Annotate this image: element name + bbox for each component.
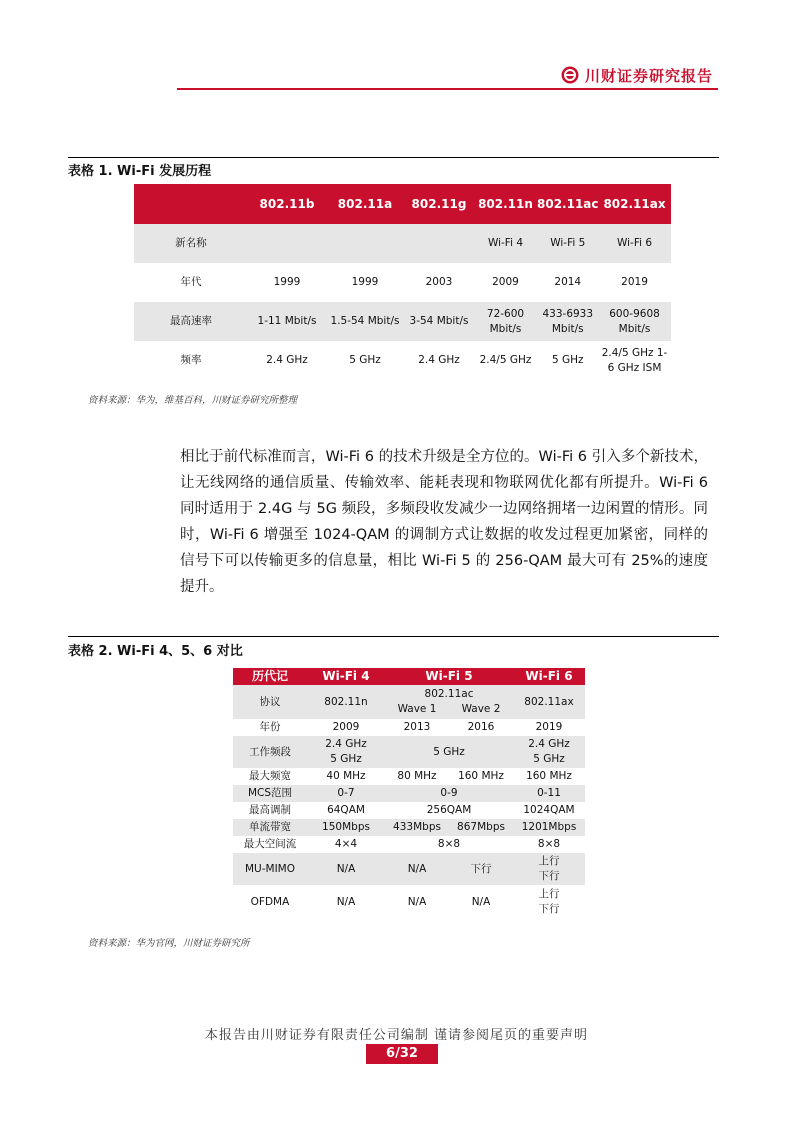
table-cell: 8×8 xyxy=(437,838,461,850)
table2-header-row xyxy=(233,668,585,685)
table-cell-line: 上行 xyxy=(538,855,560,867)
table-cell: 2009 xyxy=(492,276,519,288)
table-cell: 1999 xyxy=(351,276,379,288)
table2-col-header: 历代记 xyxy=(233,668,307,685)
table2-source-note: 资料来源：华为官网，川财证券研究所 xyxy=(88,938,250,949)
table-cell: Wi-Fi 4 xyxy=(474,224,537,263)
table-cell: 1999 xyxy=(273,276,301,288)
table1-col-header: 802.11g xyxy=(404,184,474,224)
table-row xyxy=(233,685,585,719)
table-row xyxy=(233,768,585,785)
table-cell: N/A xyxy=(407,895,427,908)
table-cell: 2.4/5 GHz xyxy=(479,354,532,366)
header-brand: 川财证券研究报告 xyxy=(585,67,714,85)
table-cell: 802.11ax xyxy=(513,685,585,719)
table-cell: 2.4/5 GHz 1-6 GHz ISM xyxy=(601,346,668,374)
table-cell: 80 MHz xyxy=(397,770,437,782)
table-cell: 600-9608 Mbit/s xyxy=(599,302,671,341)
table-cell: 64QAM xyxy=(327,804,365,816)
table-cell: 3-54 Mbit/s xyxy=(404,302,474,341)
table2-col-header: Wi-Fi 6 xyxy=(513,668,585,685)
table-cell: N/A xyxy=(471,895,491,908)
table1-top-rule xyxy=(68,157,719,158)
table-cell: 256QAM xyxy=(426,804,472,816)
table-cell: Wi-Fi 5 xyxy=(537,224,599,263)
row-label: 协议 xyxy=(233,685,307,719)
page-number: 6/32 xyxy=(366,1044,438,1064)
table-cell: 433Mbps xyxy=(385,819,449,836)
table-cell-line: Wave 2 xyxy=(461,703,501,715)
table-cell: 40 MHz xyxy=(326,770,366,782)
table-row xyxy=(233,802,585,819)
table-row xyxy=(233,719,585,736)
table-cell: 433-6933 Mbit/s xyxy=(537,302,599,341)
row-label: 年份 xyxy=(259,721,281,733)
table1-col-header: 802.11b xyxy=(248,184,326,224)
header-rule xyxy=(177,88,718,90)
table1-col-header: 802.11n xyxy=(474,184,537,224)
table-cell-line: 下行 xyxy=(538,870,560,882)
table-cell: 1.5-54 Mbit/s xyxy=(326,302,404,341)
row-label: 单流带宽 xyxy=(233,819,307,836)
table-cell-line: 5 GHz xyxy=(330,753,362,765)
company-logo-icon xyxy=(561,66,579,84)
table-cell xyxy=(404,224,474,263)
table-cell: 2016 xyxy=(467,721,495,733)
table2 xyxy=(233,668,585,919)
table-cell: N/A xyxy=(307,853,385,885)
row-label: 最高调制 xyxy=(249,804,291,816)
table2-top-rule xyxy=(68,636,719,637)
table-row xyxy=(233,819,585,836)
table-cell: 2013 xyxy=(403,721,431,733)
table-cell: 5 GHz xyxy=(349,354,381,366)
table-cell: 72-600 Mbit/s xyxy=(474,302,537,341)
table-cell: 867Mbps xyxy=(449,819,513,836)
table-cell: 2019 xyxy=(621,276,648,288)
table-cell: 160 MHz xyxy=(458,770,504,782)
table-row xyxy=(134,341,671,380)
table-cell-line: 2.4 GHz xyxy=(325,738,367,750)
table2-title: 表格 2. Wi-Fi 4、5、6 对比 xyxy=(68,644,243,659)
table-cell: 2014 xyxy=(554,276,582,288)
table-cell xyxy=(307,736,385,768)
table1-header-row xyxy=(134,184,671,224)
table-cell: 160 MHz xyxy=(526,770,572,782)
body-paragraph: 相比于前代标准而言，Wi-Fi 6 的技术升级是全方位的。Wi-Fi 6 引入多个新技术，让无线网络的通信质量、传输效率、能耗表现和物联网优化都有所提升。Wi-Fi 6 同时适用于 2.4G 与 5G 频段，多频段收发减少一边网络拥堵一边闲置的情形。同时，Wi-Fi 6 增强至 1024-QAM 的调制方式让数据的收发过程更加紧密，同样的信号下可以传输更多的信息量，相比 Wi-Fi 5 的 256-QAM 最大可有 25%的速度提升。 xyxy=(180,449,708,595)
table-cell: 1201Mbps xyxy=(513,819,585,836)
table-row xyxy=(134,302,671,341)
table-cell xyxy=(513,853,585,885)
row-label: OFDMA xyxy=(250,895,290,908)
table-cell-line: Wave 1 xyxy=(397,703,437,715)
table-cell xyxy=(385,685,513,719)
table1 xyxy=(134,184,671,380)
table-cell-line: 802.11ac xyxy=(424,688,474,700)
table-cell: 下行 xyxy=(449,853,513,885)
table-cell: 2.4 GHz xyxy=(266,354,308,366)
table-cell: 150Mbps xyxy=(307,819,385,836)
table-cell: 1024QAM xyxy=(523,804,575,816)
table-row xyxy=(134,263,671,302)
row-label: 最高速率 xyxy=(134,302,248,341)
row-label: MCS范围 xyxy=(233,785,307,802)
table1-source-note: 资料来源：华为，维基百科，川财证券研究所整理 xyxy=(88,395,298,406)
table2-col-header: Wi-Fi 4 xyxy=(307,668,385,685)
table-cell xyxy=(326,224,404,263)
table-cell: 802.11n xyxy=(307,685,385,719)
row-label: 年代 xyxy=(180,276,202,288)
table-cell: 5 GHz xyxy=(385,736,513,768)
row-label: 最大空间流 xyxy=(243,838,297,850)
table-cell: 2003 xyxy=(425,276,453,288)
table-row xyxy=(233,785,585,802)
row-label: 工作频段 xyxy=(233,736,307,768)
table-cell: N/A xyxy=(385,853,449,885)
table-cell: 4×4 xyxy=(334,838,358,850)
table-row xyxy=(233,736,585,768)
table-row xyxy=(233,853,585,885)
row-label: 最大频宽 xyxy=(249,770,291,782)
table-cell-line: 下行 xyxy=(538,903,560,915)
table-cell: 2.4 GHz xyxy=(418,354,460,366)
table-row xyxy=(233,885,585,919)
row-label: 新名称 xyxy=(134,224,248,263)
footer-disclaimer: 本报告由川财证券有限责任公司编制 谨请参阅尾页的重要声明 xyxy=(204,1028,589,1043)
table-cell: Wi-Fi 6 xyxy=(599,224,671,263)
table1-title: 表格 1. Wi-Fi 发展历程 xyxy=(68,164,212,179)
table-cell: 8×8 xyxy=(537,838,561,850)
table1-col-header: 802.11ac xyxy=(537,184,599,224)
table1-col-header xyxy=(134,184,248,224)
wave-labels xyxy=(385,702,513,717)
row-label: 频率 xyxy=(180,354,202,366)
table1-col-header: 802.11a xyxy=(326,184,404,224)
table-row xyxy=(233,836,585,853)
table-cell: 2019 xyxy=(535,721,563,733)
table-cell: 0-7 xyxy=(307,785,385,802)
table-cell-line: 上行 xyxy=(538,888,560,900)
table-cell-line: 2.4 GHz xyxy=(528,738,570,750)
table-cell: 1-11 Mbit/s xyxy=(248,302,326,341)
table-cell: 5 GHz xyxy=(551,354,584,366)
table-cell xyxy=(513,885,585,919)
table-cell xyxy=(248,224,326,263)
table-cell: N/A xyxy=(336,895,356,908)
table2-col-header: Wi-Fi 5 xyxy=(385,668,513,685)
table1-col-header: 802.11ax xyxy=(599,184,671,224)
row-label: MU-MIMO xyxy=(233,853,307,885)
table-cell: 0-9 xyxy=(385,785,513,802)
table-cell-line: 5 GHz xyxy=(533,753,565,765)
table-cell: 2009 xyxy=(332,721,360,733)
table-cell xyxy=(513,736,585,768)
table-cell: 0-11 xyxy=(513,785,585,802)
table-row xyxy=(134,224,671,263)
